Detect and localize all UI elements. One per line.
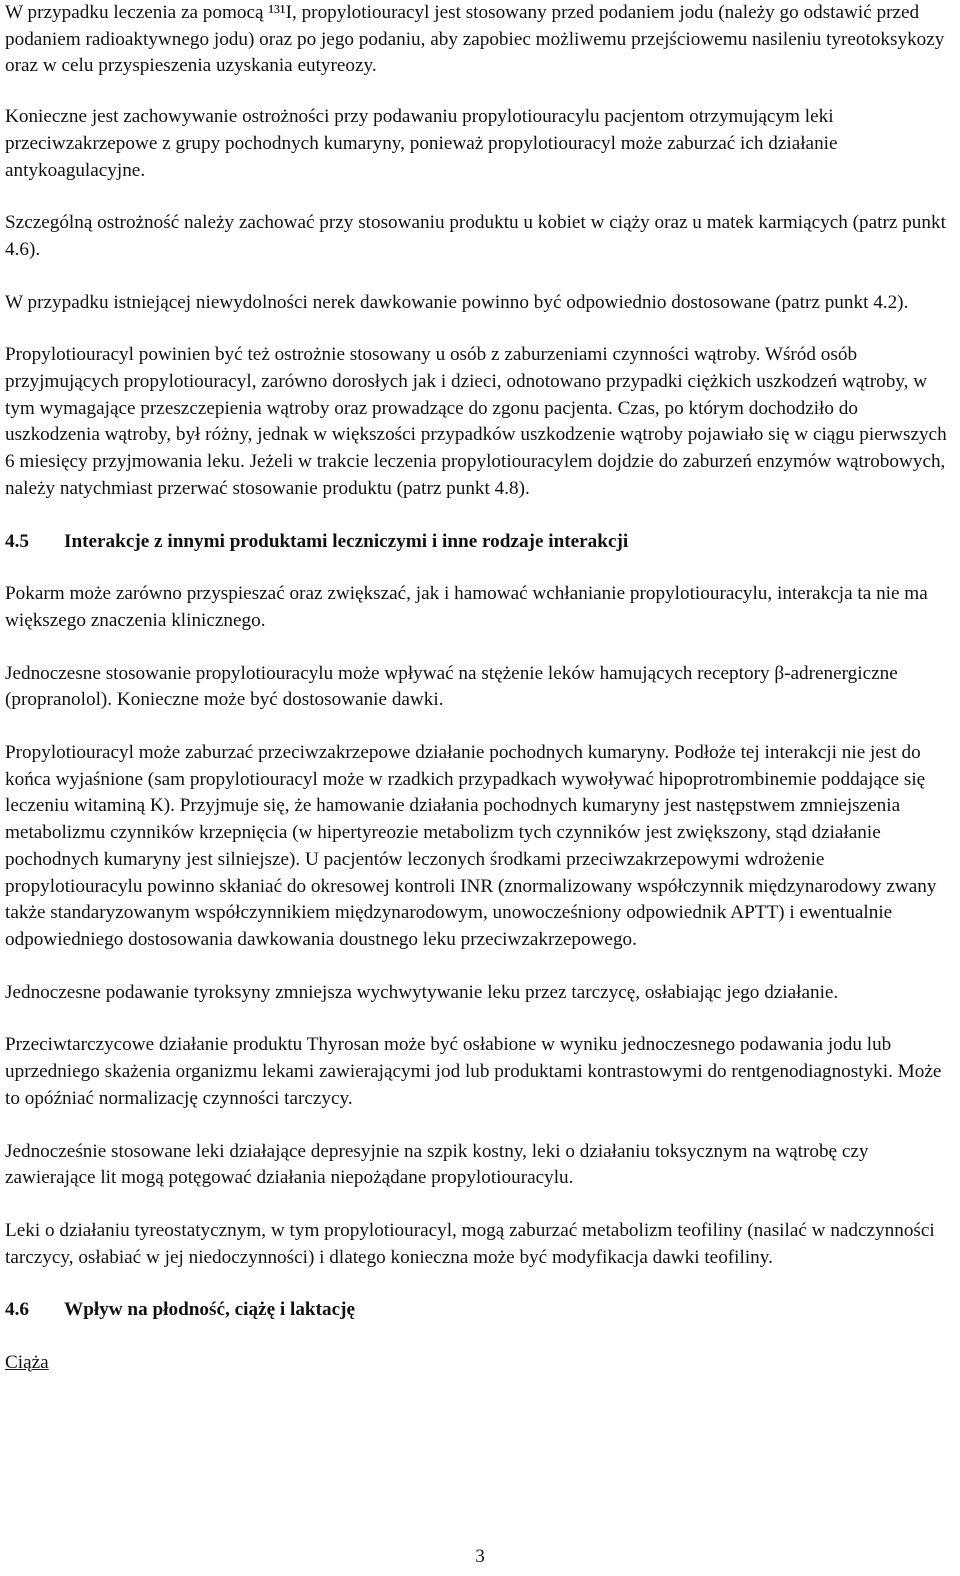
paragraph-pregnancy-caution: Szczególną ostrożność należy zachować przy stosowaniu produktu u kobiet w ciąży oraz u matek karmiących (patrz punkt 4.6). — [5, 212, 946, 260]
paragraph-anticoagulant-caution: Konieczne jest zachowywanie ostrożności przy podawaniu propylotiouracylu pacjentom otrzymującym leki przeciwzakrzepowe z grupy pochodnych kumaryny, ponieważ propylotiouracyl może zaburzać ich działanie antykoagulacyjne. — [5, 106, 838, 181]
paragraph-thyroxine-interaction: Jednoczesne podawanie tyroksyny zmniejsza wychwytywanie leku przez tarczycę, osłabiając jego działanie. — [5, 981, 839, 1003]
section-heading-4-5 — [5, 529, 957, 556]
section-number: 4.6 — [5, 1299, 29, 1321]
paragraph-renal-dosing: W przypadku istniejącej niewydolności nerek dawkowanie powinno być odpowiednio dostosowane (patrz punkt 4.2). — [5, 291, 909, 313]
paragraph-coumarin-interaction: Propylotiouracyl może zaburzać przeciwzakrzepowe działanie pochodnych kumaryny. Podłoże tej interakcji nie jest do końca wyjaśnione (sam propylotiouracyl może w rzadkich przypadkach wywoływać hipoprotrombinemie poddające się leczeniu witaminą K). Przyjmuje się, że hamowanie działania pochodnych kumaryny jest następstwem zmniejszenia metabolizmu czynników krzepnięcia (w hipertyreozie metabolizm tych czynników jest zwiększony, stąd działanie pochodnych kumaryny jest silniejsze). U pacjentów leczonych środkami przeciwzakrzepowymi wdrożenie propylotiouracylu powinno skłaniać do okresowej kontroli INR (znormalizowany współczynnik międzynarodowy zwany także standaryzowanym współczynnikiem międzynarodowym, unowocześniony odpowiednik APTT) i ewentualnie odpowiedniego dostosowania dawkowania doustnego leku przeciwzakrzepowego. — [5, 742, 937, 950]
page-number: 3 — [475, 1546, 485, 1567]
paragraph-beta-blocker-interaction: Jednoczesne stosowanie propylotiouracylu może wpływać na stężenie leków hamujących receptory β-adrenergiczne (propranolol). Konieczne może być dostosowanie dawki. — [5, 662, 898, 711]
paragraph-iodine-interaction: Przeciwtarczycowe działanie produktu Thyrosan może być osłabione w wyniku jednoczesnego podawania jodu lub uprzedniego skażenia organizmu lekami zawierającymi jod lub produktami kontrastowymi do rentgenodiagnostyki. Może to opóźniać normalizację czynności tarczycy. — [5, 1034, 942, 1109]
section-title: Interakcje z innymi produktami leczniczymi i inne rodzaje interakcji — [64, 530, 629, 552]
paragraph-liver-warning: Propylotiouracyl powinien być też ostrożnie stosowany u osób z zaburzeniami czynności wątroby. Wśród osób przyjmujących propylotiouracyl, zarówno dorosłych jak i dzieci, odnotowano przypadki ciężkich uszkodzeń wątroby, w tym wymagające przeszczepienia wątroby oraz prowadzące do zgonu pacjenta. Czas, po którym dochodziło do uszkodzenia wątroby, był różny, jednak w większości przypadków uszkodzenie wątroby pojawiało się w ciągu pierwszych 6 miesięcy przyjmowania leku. Jeżeli w trakcie leczenia propylotiouracylem dojdzie do zaburzeń enzymów wątrobowych, należy natychmiast przerwać stosowanie produktu (patrz punkt 4.8). — [5, 344, 947, 499]
paragraph-theophylline-interaction: Leki o działaniu tyreostatycznym, w tym propylotiouracyl, mogą zaburzać metabolizm teofiliny (nasilać w nadczynności tarczycy, osłabiać w jej niedoczynności) i dlatego konieczna może być modyfikacja dawki teofiliny. — [5, 1219, 935, 1268]
subheading-pregnancy: Ciąża — [5, 1352, 49, 1374]
page-content — [5, 0, 957, 1377]
section-title: Wpływ na płodność, ciążę i laktację — [64, 1299, 356, 1321]
section-heading-4-6 — [5, 1297, 957, 1324]
paragraph-bone-marrow-interaction: Jednocześnie stosowane leki działające depresyjnie na szpik kostny, leki o działaniu toksycznym na wątrobę czy zawierające lit mogą potęgować działania niepożądane propylotiouracylu. — [5, 1140, 869, 1189]
paragraph-food-interaction: Pokarm może zarówno przyspieszać oraz zwiększać, jak i hamować wchłanianie propylotiouracylu, interakcja ta nie ma większego znaczenia klinicznego. — [5, 583, 928, 631]
paragraph-radioiodine: W przypadku leczenia za pomocą ¹³¹I, propylotiouracyl jest stosowany przed podaniem jodu (należy go odstawić przed podaniem radioaktywnego jodu) oraz po jego podaniu, aby zapobiec możliwemu przejściowemu nasileniu tyreotoksykozy oraz w celu przyspieszenia uzyskania eutyreozy. — [5, 2, 945, 77]
section-number: 4.5 — [5, 530, 29, 552]
